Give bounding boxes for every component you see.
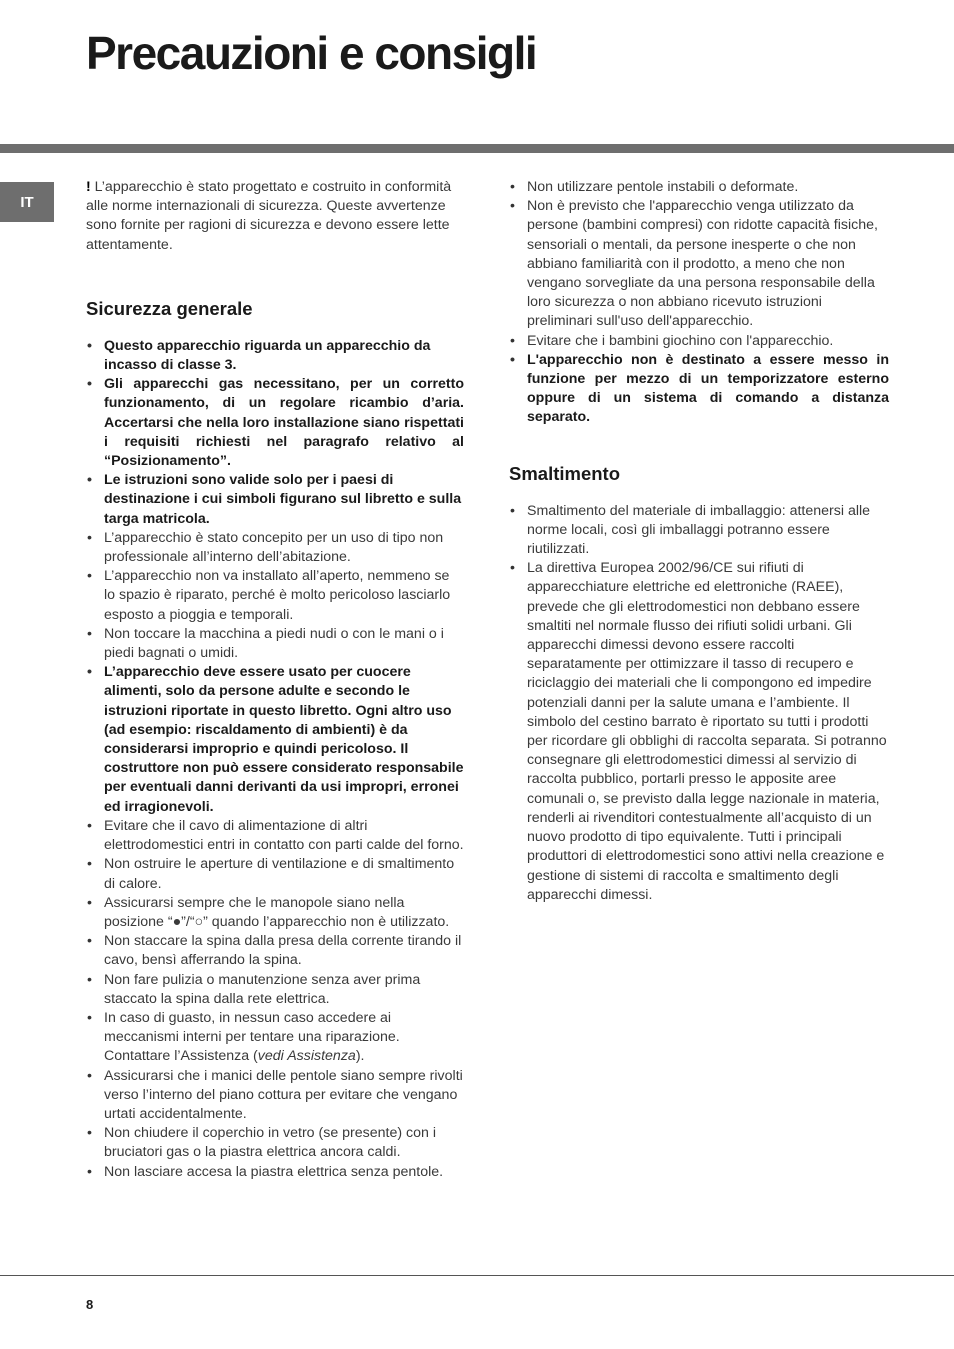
section-heading-sicurezza: Sicurezza generale bbox=[86, 297, 253, 319]
sicurezza-list bbox=[86, 337, 464, 1182]
list-item-text-end: ). bbox=[355, 1048, 365, 1065]
right-list bbox=[509, 178, 889, 428]
list-item bbox=[86, 1009, 464, 1067]
page-title: Precauzioni e consigli bbox=[86, 27, 537, 79]
intro-text: L’apparecchio è stato progettato e costruito in conformità alle norme internazionali di sicurezza. Queste avvertenze sono fornite per ragioni di sicurezza e devono essere lette attentamente. bbox=[86, 179, 452, 253]
list-item: • Gli apparecchi gas necessitano, per un corretto funzionamento, di un regolare ricambio d’aria. Accertarsi che nella loro installazione siano rispettati i requisiti richiesti nel paragrafo relativo al “Posizionamento”. bbox=[86, 375, 464, 471]
list-item: • Smaltimento del materiale di imballaggio: attenersi alle norme locali, così gli imballaggi potranno essere riutilizzati. bbox=[509, 502, 889, 560]
list-item: • La direttiva Europea 2002/96/CE sui rifiuti di apparecchiature elettriche ed elettroniche (RAEE), prevede che gli elettrodomestici non debbano essere smaltiti nel normale flusso dei rifiuti solidi urbani. Gli apparecchi dimessi devono essere raccolti separatamente per ottimizzare il tasso di recupero e riciclaggio dei materiali che li compongono ed impedire potenziali danni per la salute umana e l’ambiente. Il simbolo del cestino barrato è riportato su tutti i prodotti per ricordare gli obblighi di raccolta separata. Si potranno consegnare gli elettrodomestici dimessi al servizio di raccolta pubblico, portarli presso le apposite aree comunali o, se previsto dalla legge nazionale in materia, renderli ai rivenditori contestualmente all’acquisto di un nuovo prodotto di tipo equivalente. Tutti i principali produttori di elettrodomestici sono attivi nella creazione e gestione di sistemi di raccolta e smaltimento degli apparecchi dimessi. bbox=[509, 559, 889, 905]
list-item: • Non chiudere il coperchio in vetro (se presente) con i bruciatori gas o la piastra elettrica ancora caldi. bbox=[86, 1124, 464, 1162]
section-heading-smaltimento: Smaltimento bbox=[509, 462, 621, 484]
page-number: 8 bbox=[86, 1297, 94, 1312]
list-item: • Non toccare la macchina a piedi nudi o con le mani o i piedi bagnati o umidi. bbox=[86, 625, 464, 663]
list-item: • Non fare pulizia o manutenzione senza aver prima staccato la spina dalla rete elettrica. bbox=[86, 971, 464, 1009]
list-item-text: In caso di guasto, in nessun caso accedere ai meccanismi interni per tentare una riparazione. Contattare l’Assistenza ( bbox=[104, 1009, 400, 1065]
header-rule bbox=[0, 144, 954, 153]
intro-paragraph bbox=[86, 178, 464, 255]
list-item: • L’apparecchio non va installato all’aperto, nemmeno se lo spazio è riparato, perché è molto pericoloso lasciarlo esposto a pioggia e temporali. bbox=[86, 567, 464, 625]
list-item: • Assicurarsi che i manici delle pentole siano sempre rivolti verso l’interno del piano cottura per evitare che vengano urtati accidentalmente. bbox=[86, 1067, 464, 1125]
list-item: • Non ostruire le aperture di ventilazione e di smaltimento di calore. bbox=[86, 855, 464, 893]
list-item: • Assicurarsi sempre che le manopole siano nella posizione “●”/“○” quando l’apparecchio non è utilizzato. bbox=[86, 894, 464, 932]
assistenza-reference: vedi Assistenza bbox=[257, 1048, 356, 1065]
warning-mark: ! bbox=[86, 179, 91, 195]
list-item: • Le istruzioni sono valide solo per i paesi di destinazione i cui simboli figurano sul libretto e sulla targa matricola. bbox=[86, 471, 464, 529]
left-column bbox=[86, 178, 464, 1182]
list-item: • L’apparecchio deve essere usato per cuocere alimenti, solo da persone adulte e secondo le istruzioni riportate in questo libretto. Ogni altro uso (ad esempio: riscaldamento di ambienti) è da considerarsi improprio e quindi pericoloso. Il costruttore non può essere considerato responsabile per eventuali danni derivanti da usi impropri, erronei ed irragionevoli. bbox=[86, 663, 464, 817]
right-column bbox=[509, 178, 889, 905]
list-item: • Non staccare la spina dalla presa della corrente tirando il cavo, bensì afferrando la spina. bbox=[86, 932, 464, 970]
list-item: • Questo apparecchio riguarda un apparecchio da incasso di classe 3. bbox=[86, 337, 464, 375]
list-item: • L’apparecchio è stato concepito per un uso di tipo non professionale all’interno dell’abitazione. bbox=[86, 529, 464, 567]
list-item: • Non utilizzare pentole instabili o deformate. bbox=[509, 178, 889, 197]
list-item: • Evitare che i bambini giochino con l'apparecchio. bbox=[509, 332, 889, 351]
list-item: • Non lasciare accesa la piastra elettrica senza pentole. bbox=[86, 1163, 464, 1182]
list-item: • L'apparecchio non è destinato a essere messo in funzione per mezzo di un temporizzatore esterno oppure di un sistema di comando a distanza separato. bbox=[509, 351, 889, 428]
smaltimento-list bbox=[509, 502, 889, 905]
footer-rule bbox=[0, 1275, 954, 1276]
list-item: • Non è previsto che l'apparecchio venga utilizzato da persone (bambini compresi) con ridotte capacità fisiche, sensoriali o mentali, da persone inesperte o che non abbiano familiarità con il prodotto, a meno che non vengano sorvegliate da una persona responsabile della loro sicurezza o non abbiano ricevuto istruzioni preliminari sull'uso dell'apparecchio. bbox=[509, 197, 889, 331]
list-item: • Evitare che il cavo di alimentazione di altri elettrodomestici entri in contatto con parti calde del forno. bbox=[86, 817, 464, 855]
language-tab: IT bbox=[0, 182, 54, 222]
